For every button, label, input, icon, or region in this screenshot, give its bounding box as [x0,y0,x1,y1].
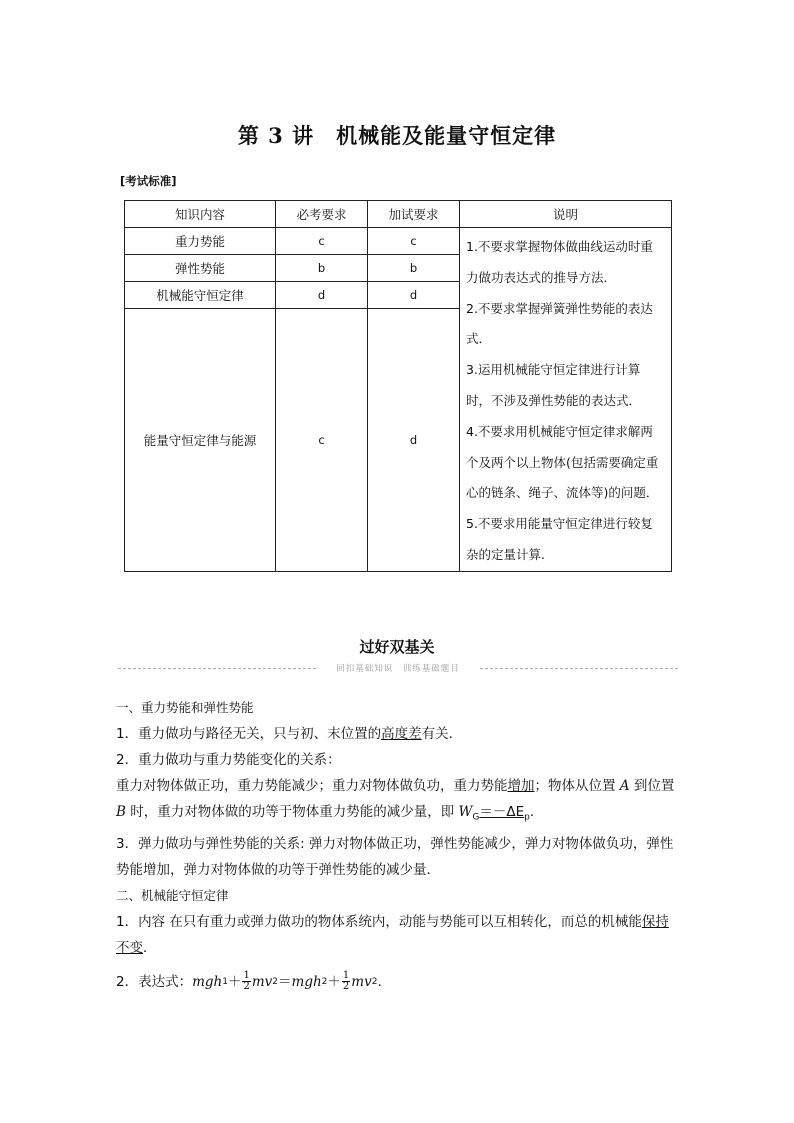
content-heading: 二、机械能守恒定律 [116,887,229,903]
table-header-row [125,201,672,228]
table-header: 加试要求 [368,201,460,228]
note-item: 4.不要求用机械能守恒定律求解两个及两个以上物体(包括需要确定重心的链条、绳子、流体等)的问题． [466,423,659,501]
table-cell: c [276,309,368,572]
table-row [125,228,672,255]
section-title: 过好双基关 [359,638,435,656]
note-item: 5.不要求用能量守恒定律进行较复杂的定量计算. [466,516,653,562]
divider-line [480,668,678,669]
section-divider [118,662,678,674]
table-header: 必考要求 [276,201,368,228]
table-cell: d [276,282,368,309]
table-cell: 弹性势能 [125,255,276,282]
content-paragraph: 重力对物体做正功，重力势能减少；重力对物体做负功，重力势能增加；物体从位置 A 到位置 B 时，重力对物体做的功等于物体重力势能的减少量，即 $W_G=-\Delta E_p$. [116,778,675,823]
formula-line: 2．表达式： mgh 1 ＋ $\frac{1}{2}$ mv 2 ＝ mgh 2 ＋ $\frac{1}{2}$ mv 2 . [116,970,382,993]
note-item: 2.不要求掌握弹簧弹性势能的表达式． [466,300,653,347]
table-cell: d [368,282,460,309]
table-header: 知识内容 [125,201,276,228]
table-cell: d [368,309,460,572]
section-subtitle: 回扣基础知识 训练基础题目 [336,664,460,674]
content-paragraph: 1．重力做功与路径无关，只与初、末位置的高度差有关． [116,726,463,742]
table-notes-cell [460,228,672,572]
table-cell: b [368,255,460,282]
content-heading: 一、重力势能和弹性势能 [116,700,254,715]
fraction: $\frac{1}{2}$ [342,970,350,993]
fraction: $\frac{1}{2}$ [243,970,250,993]
content-body [116,695,680,995]
note-item: 1.不要求掌握物体做曲线运动时重力做功表达式的推导方法． [466,239,653,285]
content-paragraph: 3．弹力做功与弹性势能的关系: 弹力对物体做正功，弹性势能减少，弹力对物体做负功，弹性势能增加，弹力对物体做的功等于弹性势能的减少量． [116,835,674,878]
content-paragraph: 2．重力做功与重力势能变化的关系： [116,752,341,768]
table-cell: c [276,228,368,255]
table-cell: 重力势能 [125,228,276,255]
table-header: 说明 [460,201,672,228]
table-cell: b [276,255,368,282]
exam-standard-label: [考试标准] [120,174,177,188]
table-cell: 机械能守恒定律 [125,282,276,309]
table-cell: c [368,228,460,255]
exam-standard-table [124,200,672,572]
table-cell: 能量守恒定律与能源 [125,309,276,572]
note-item: 3.运用机械能守恒定律进行计算时，不涉及弹性势能的表达式． [466,362,642,408]
page-title: 第 3 讲 机械能及能量守恒定律 [237,123,557,148]
content-paragraph: 1．内容 在只有重力或弹力做功的物体系统内，动能与势能可以互相转化，而总的机械能保持不变． [116,913,669,956]
